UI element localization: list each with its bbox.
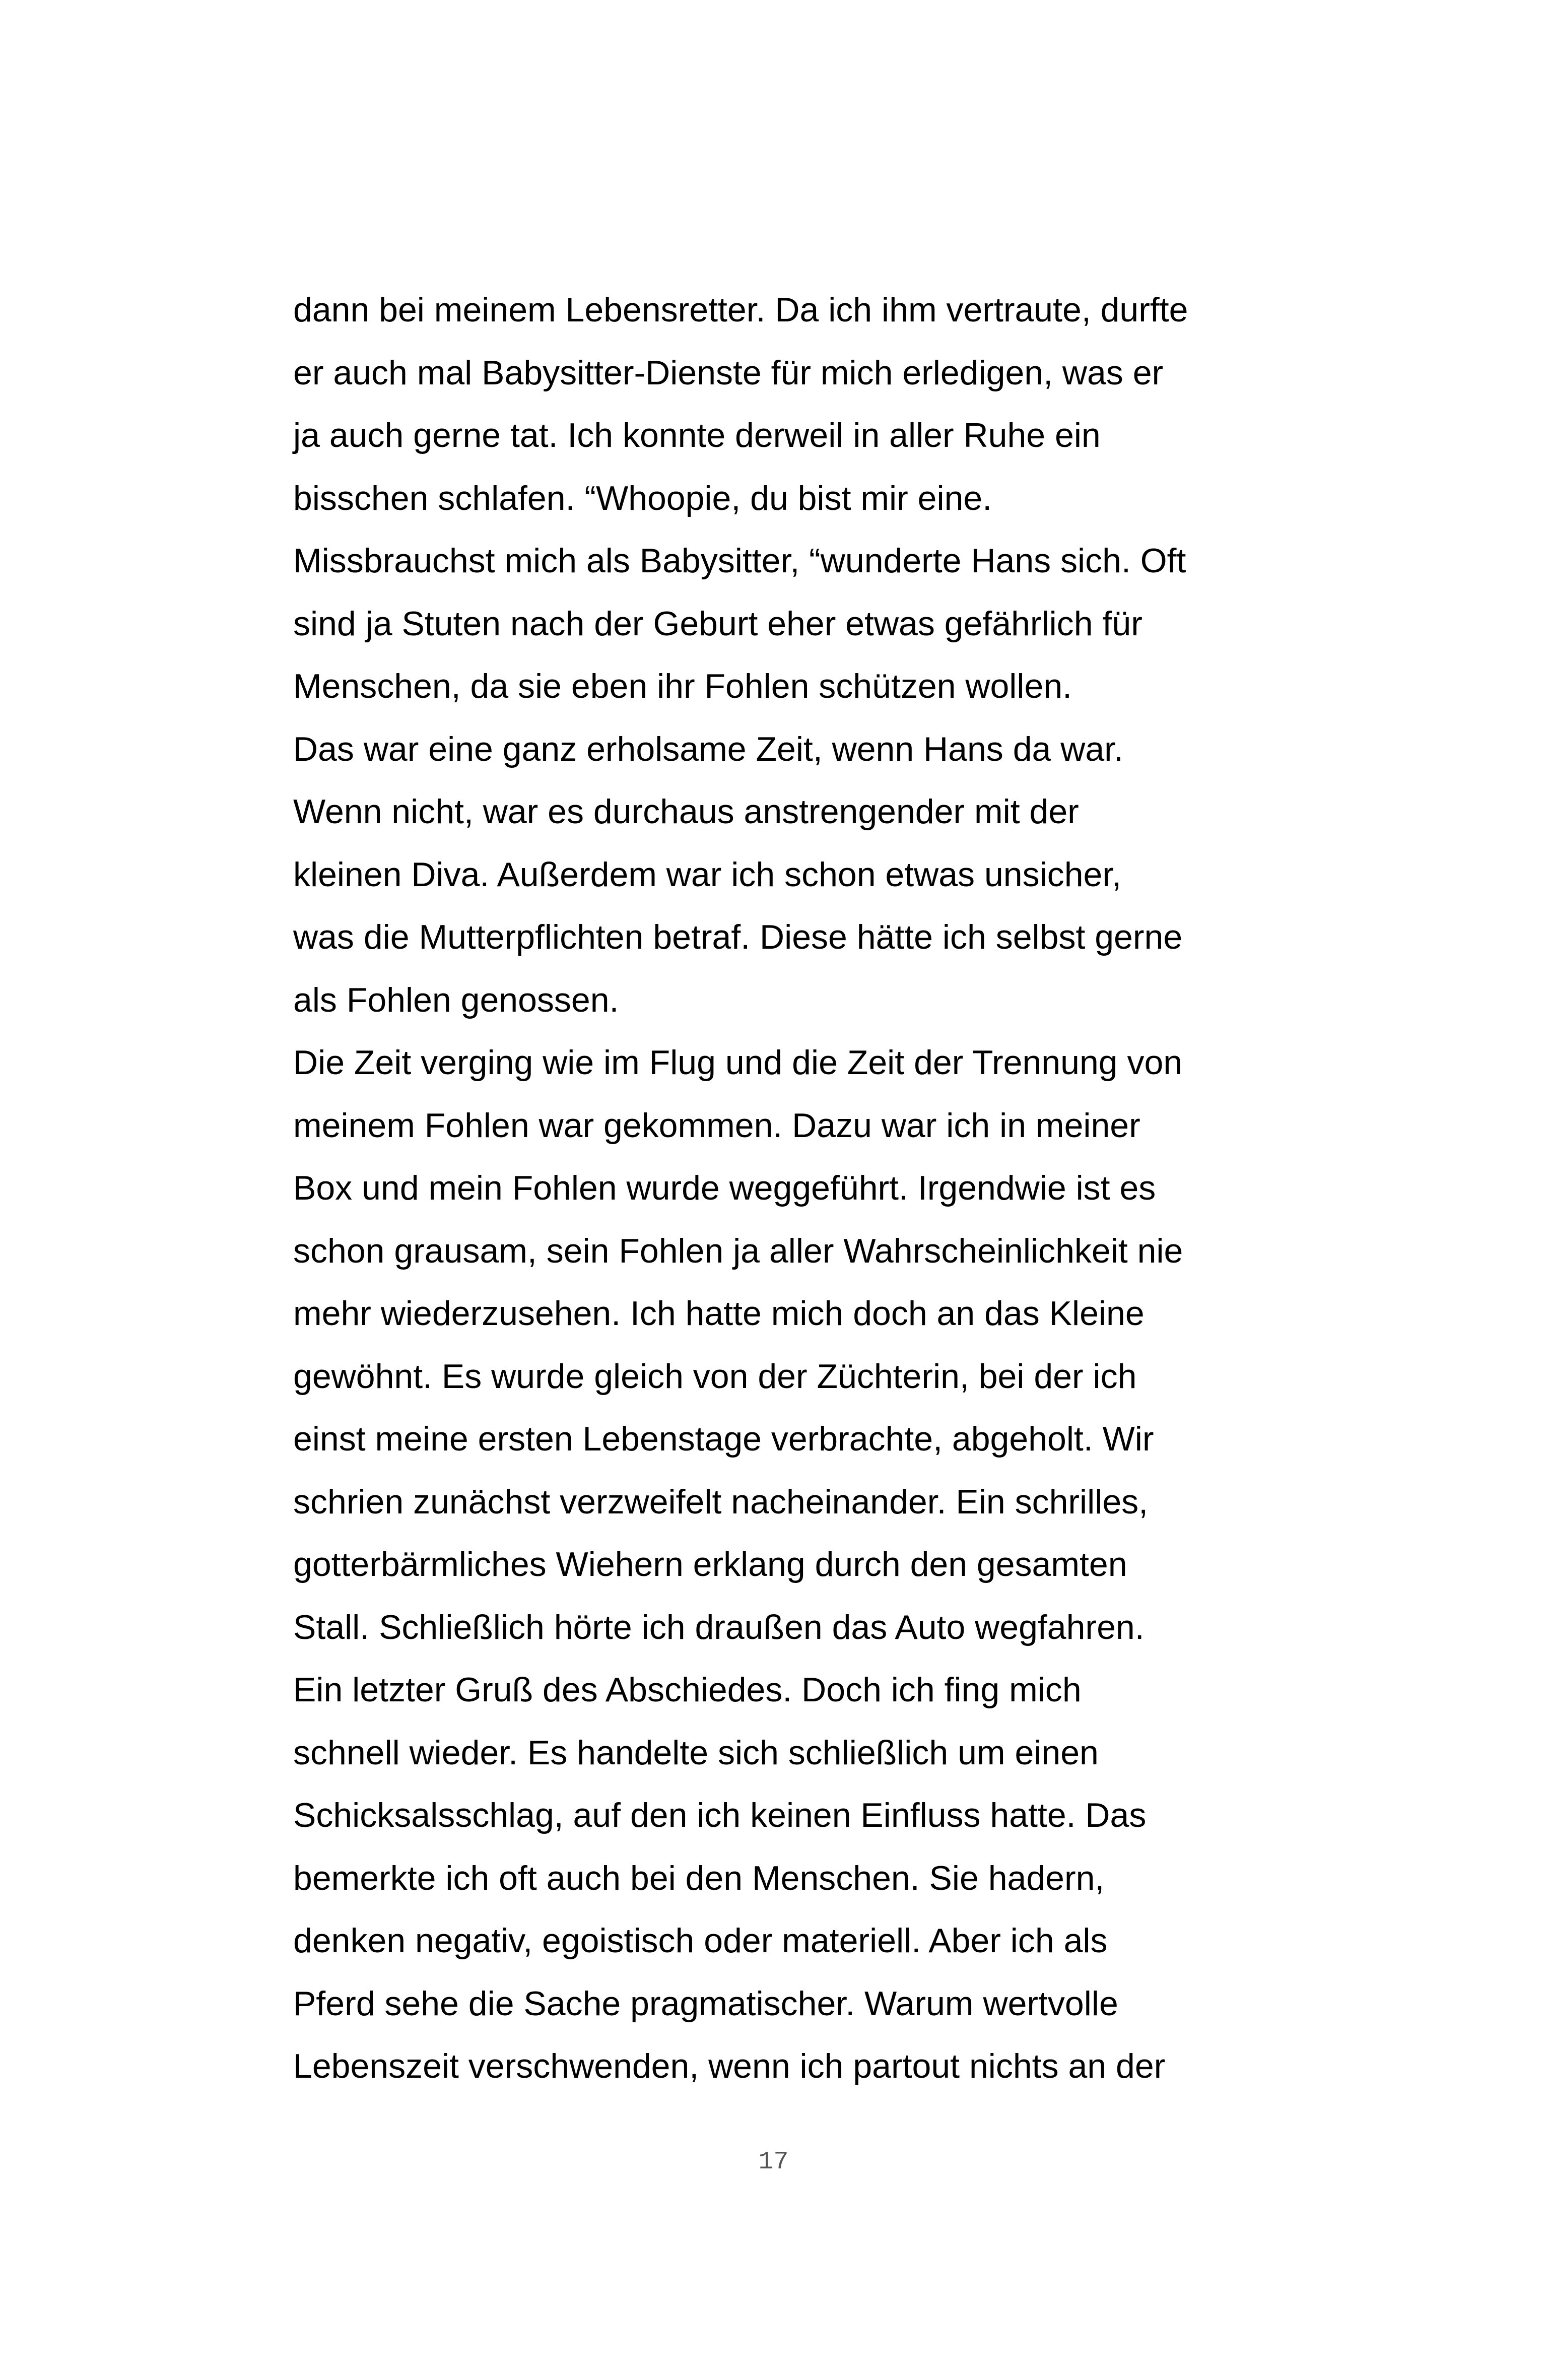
text-line: sind ja Stuten nach der Geburt eher etwas gefährlich für [293,604,1142,643]
text-line: Ein letzter Gruß des Abschiedes. Doch ich fing mich [293,1671,1082,1709]
body-text [293,279,1260,2098]
text-line: Pferd sehe die Sache pragmatischer. Warum wertvolle [293,1984,1118,2023]
text-line: Box und mein Fohlen wurde weggeführt. Irgendwie ist es [293,1169,1156,1207]
text-line: Wenn nicht, war es durchaus anstrengender mit der [293,792,1079,831]
page-number: 17 [758,2148,789,2176]
text-line: gewöhnt. Es wurde gleich von der Züchterin, bei der ich [293,1357,1137,1396]
text-line: meinem Fohlen war gekommen. Dazu war ich in meiner [293,1106,1140,1145]
text-line: Das war eine ganz erholsame Zeit, wenn Hans da war. [293,730,1123,768]
text-line: dann bei meinem Lebensretter. Da ich ihm vertraute, durfte [293,291,1188,329]
text-line: kleinen Diva. Außerdem war ich schon etwas unsicher, [293,855,1122,894]
text-line: Die Zeit verging wie im Flug und die Zeit der Trennung von [293,1043,1183,1082]
text-line: Missbrauchst mich als Babysitter, “wunderte Hans sich. Oft [293,542,1186,580]
text-line: einst meine ersten Lebenstage verbrachte, abgeholt. Wir [293,1420,1154,1458]
text-line: Lebenszeit verschwenden, wenn ich partout nichts an der [293,2047,1166,2085]
text-line: was die Mutterpflichten betraf. Diese hätte ich selbst gerne [293,918,1183,956]
text-line: gotterbärmliches Wiehern erklang durch den gesamten [293,1545,1127,1583]
text-line: schrien zunächst verzweifelt nacheinander. Ein schrilles, [293,1482,1149,1521]
text-line: denken negativ, egoistisch oder materiell. Aber ich als [293,1922,1108,1960]
text-line: als Fohlen genossen. [293,980,619,1019]
text-line: bisschen schlafen. “Whoopie, du bist mir eine. [293,479,992,517]
text-line: schon grausam, sein Fohlen ja aller Wahrscheinlichkeit nie [293,1231,1183,1270]
text-line: Menschen, da sie eben ihr Fohlen schützen wollen. [293,667,1072,705]
text-line: er auch mal Babysitter-Dienste für mich erledigen, was er [293,353,1164,392]
text-line: Stall. Schließlich hörte ich draußen das Auto wegfahren. [293,1608,1145,1646]
text-line: Schicksalsschlag, auf den ich keinen Einfluss hatte. Das [293,1796,1147,1834]
text-line: mehr wiederzusehen. Ich hatte mich doch an das Kleine [293,1294,1145,1333]
text-line: bemerkte ich oft auch bei den Menschen. Sie hadern, [293,1859,1105,1897]
text-line: ja auch gerne tat. Ich konnte derweil in aller Ruhe ein [293,416,1101,454]
text-line: schnell wieder. Es handelte sich schließlich um einen [293,1733,1099,1772]
